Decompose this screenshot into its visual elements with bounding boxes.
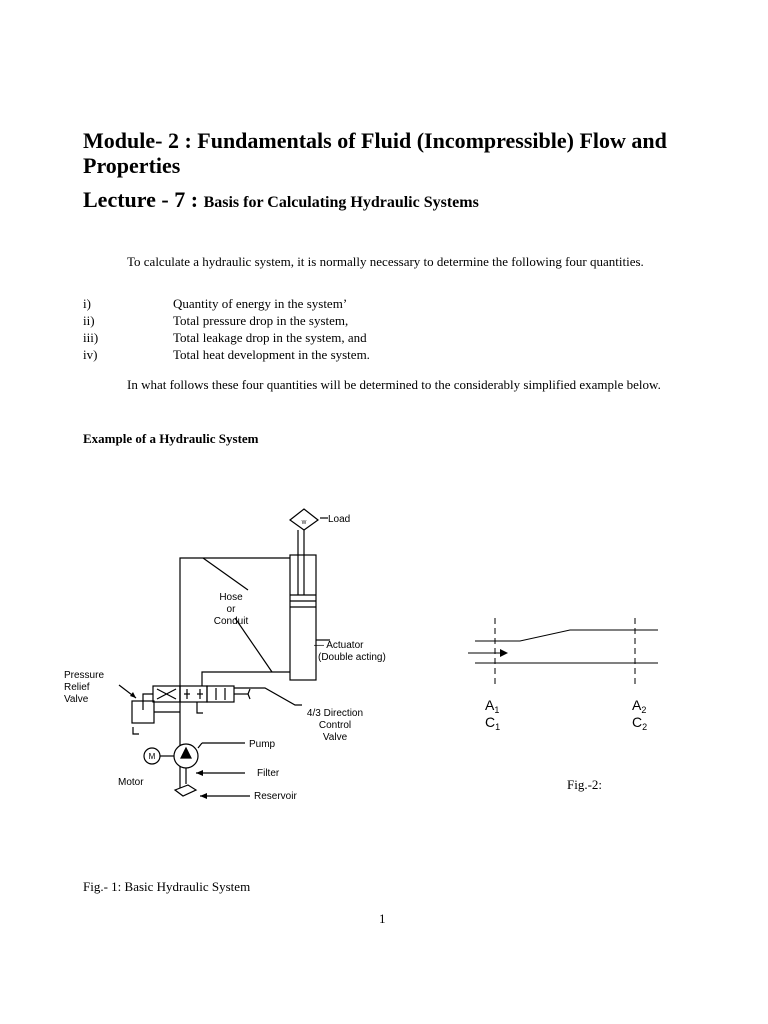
intro-paragraph-text: To calculate a hydraulic system, it is normally necessary to determine the following four quantities. [127, 254, 644, 269]
example-heading: Example of a Hydraulic System [83, 431, 259, 446]
reservoir-symbol [175, 785, 196, 796]
hose-label-line2: or [226, 604, 236, 615]
lecture-subtitle: Basis for Calculating Hydraulic Systems [203, 194, 479, 211]
list-item-text: Quantity of energy in the system’ [173, 296, 348, 311]
hydraulic-system-diagram [40, 500, 420, 810]
valve-label-line1: 4/3 Direction [306, 708, 364, 719]
list-item-number: i) [83, 296, 91, 311]
direction-valve-right [207, 686, 234, 702]
list-item-text: Total pressure drop in the system, [173, 313, 349, 328]
reservoir-label: Reservoir [254, 791, 297, 802]
module-title: Module- 2 : Fundamentals of Fluid (Incompressible) Flow and Properties [83, 128, 667, 178]
hose-label-line1: Hose [219, 592, 243, 603]
pump-label: Pump [249, 739, 276, 750]
follow-paragraph [83, 377, 686, 393]
relief-label-line3: Valve [64, 694, 89, 705]
label-c2: $C_2$ [632, 714, 648, 732]
follow-paragraph-text: In what follows these four quantities will be determined to the considerably simplified example below. [127, 377, 661, 392]
list-item [83, 312, 370, 329]
quantities-list [83, 295, 370, 363]
list-item [83, 295, 370, 312]
load-label: Load [328, 514, 351, 525]
flow-arrow-head [500, 649, 508, 657]
figure2-caption: Fig.-2: [567, 777, 603, 792]
pipe-flow-diagram [460, 610, 670, 740]
list-item-number: ii) [83, 313, 95, 328]
list-item [83, 329, 370, 346]
label-c1: $C_1$ [485, 714, 501, 732]
lecture-title [83, 187, 479, 213]
relief-label-line2: Relief [64, 682, 90, 693]
hose-label-line3: Conduit [213, 616, 249, 627]
intro-paragraph [83, 254, 686, 270]
actuator-cylinder [290, 555, 316, 680]
filter-label: Filter [257, 768, 280, 779]
relief-label-line1: Pressure [64, 670, 105, 681]
list-item-number: iii) [83, 330, 99, 345]
list-item-text: Total leakage drop in the system, and [173, 330, 367, 345]
list-item [83, 346, 370, 363]
actuator-label-line1: — Actuator [314, 640, 364, 651]
valve-label-line3: Valve [322, 732, 348, 743]
valve-label-line2: Control [318, 720, 352, 731]
list-item-text: Total heat development in the system. [173, 347, 370, 362]
list-item-number: iv) [83, 347, 98, 362]
weight-label: W [301, 520, 307, 526]
label-a1: $A_1$ [485, 697, 500, 715]
lecture-prefix: Lecture - 7 : [83, 187, 199, 212]
pipe-upper-wall [475, 630, 658, 641]
label-a2: $A_2$ [632, 697, 647, 715]
figure1-caption: Fig.- 1: Basic Hydraulic System [83, 879, 251, 894]
page-number: 1 [379, 911, 386, 926]
motor-label: Motor [118, 777, 144, 788]
actuator-label-line2: (Double acting) [318, 652, 386, 663]
motor-symbol-label: M [148, 752, 156, 761]
